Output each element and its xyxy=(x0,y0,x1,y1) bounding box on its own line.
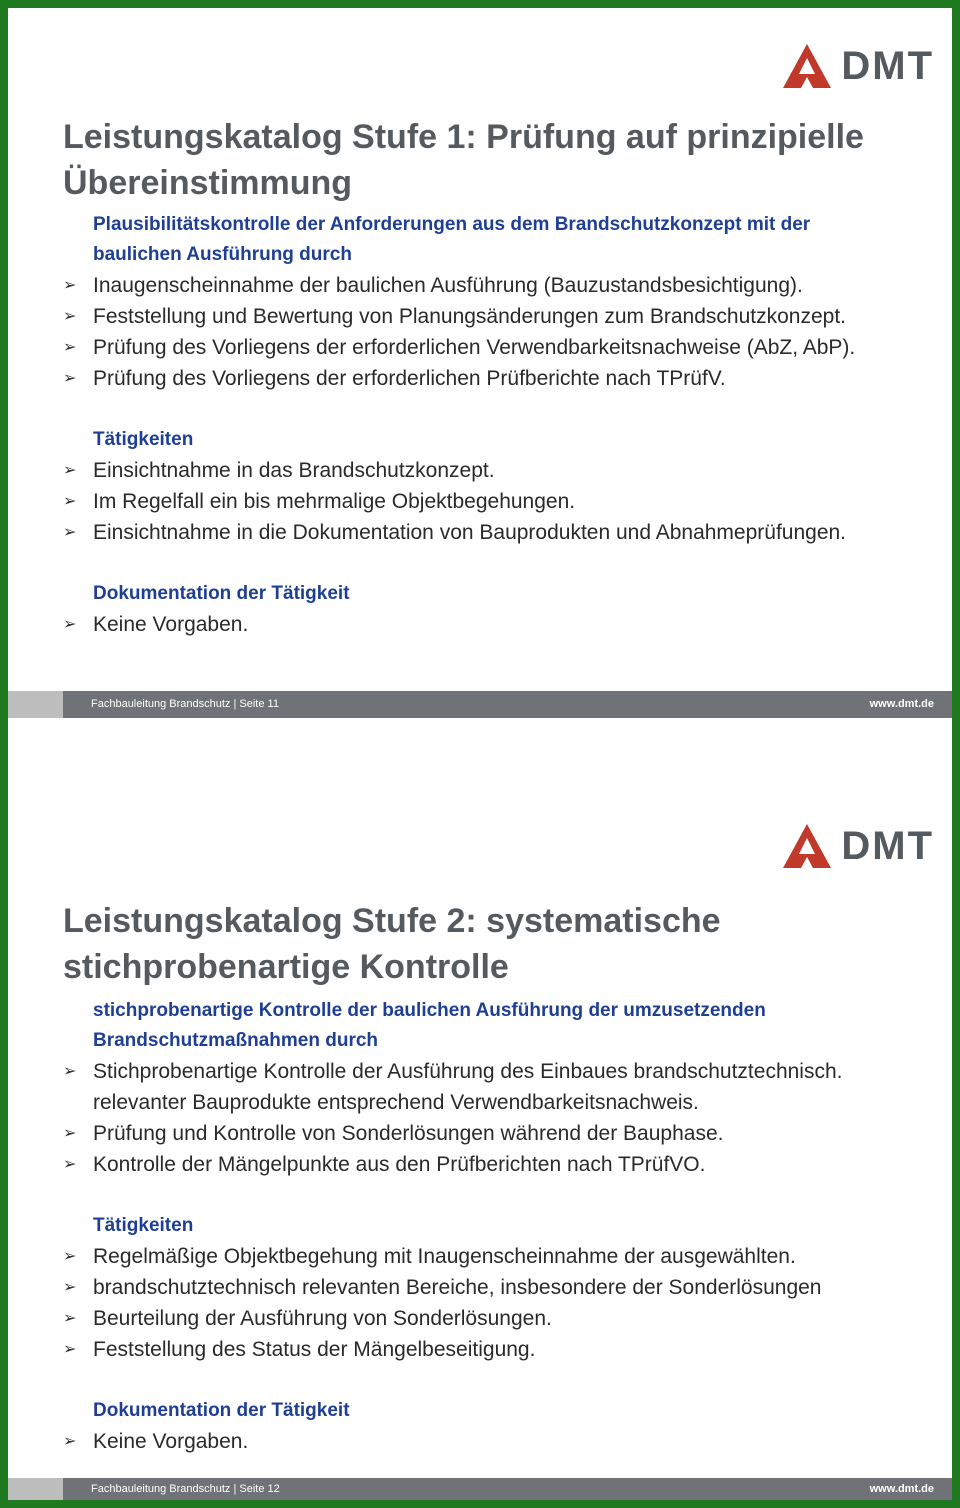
section-heading: Tätigkeiten xyxy=(93,429,194,450)
list-item: ➢ Im Regelfall ein bis mehrmalige Objektbegehungen. xyxy=(63,486,932,517)
arrow-bullet-icon: ➢ xyxy=(63,1279,77,1296)
list-item: ➢ brandschutztechnisch relevanten Bereiche, insbesondere der Sonderlösungen xyxy=(63,1272,932,1303)
arrow-bullet-icon: ➢ xyxy=(63,277,77,294)
content-block xyxy=(63,996,932,1457)
arrow-bullet-icon: ➢ xyxy=(63,1310,77,1327)
dmt-logo-text: DMT xyxy=(841,44,934,88)
list-item: ➢ Regelmäßige Objektbegehung mit Inaugenscheinnahme der ausgewählten. xyxy=(63,1241,932,1272)
section-heading-cont: Brandschutzmaßnahmen durch xyxy=(93,1030,379,1051)
list-item: ➢ Keine Vorgaben. xyxy=(63,1426,932,1457)
slide-2 xyxy=(8,792,952,1500)
arrow-bullet-icon: ➢ xyxy=(63,1341,77,1358)
arrow-bullet-icon: ➢ xyxy=(63,370,77,387)
arrow-bullet-icon: ➢ xyxy=(63,462,77,479)
slide-1 xyxy=(8,8,952,720)
title-line-2: Übereinstimmung xyxy=(63,164,353,202)
arrow-bullet-icon: ➢ xyxy=(63,1248,77,1265)
title-line-1: Leistungskatalog Stufe 2: systematische xyxy=(63,902,721,940)
arrow-bullet-icon: ➢ xyxy=(63,1063,77,1080)
list-item: ➢ Inaugenscheinnahme der baulichen Ausführung (Bauzustandsbesichtigung). xyxy=(63,270,932,301)
footer-text: Fachbauleitung Brandschutz | Seite 11 xyxy=(91,698,279,710)
arrow-bullet-icon: ➢ xyxy=(63,1125,77,1142)
dmt-logo-text: DMT xyxy=(841,824,934,868)
title-line-2: stichprobenartige Kontrolle xyxy=(63,948,509,986)
slide-footer xyxy=(8,1478,952,1500)
arrow-bullet-icon: ➢ xyxy=(63,524,77,541)
arrow-bullet-icon: ➢ xyxy=(63,1156,77,1173)
content-block xyxy=(63,210,932,640)
arrow-bullet-icon: ➢ xyxy=(63,308,77,325)
list-item: ➢ Feststellung und Bewertung von Planungsänderungen zum Brandschutzkonzept. xyxy=(63,301,932,332)
arrow-bullet-icon: ➢ xyxy=(63,1433,77,1450)
list-item: ➢ Beurteilung der Ausführung von Sonderlösungen. xyxy=(63,1303,932,1334)
dmt-logo xyxy=(783,822,934,870)
section-heading-cont: baulichen Ausführung durch xyxy=(93,244,352,265)
dmt-logo xyxy=(783,42,934,90)
page-title xyxy=(63,114,864,206)
list-item: ➢ Feststellung des Status der Mängelbeseitigung. xyxy=(63,1334,932,1365)
section-heading: Dokumentation der Tätigkeit xyxy=(93,583,350,604)
dmt-logo-mark-icon xyxy=(783,824,831,868)
list-item: ➢ Prüfung des Vorliegens der erforderlichen Prüfberichte nach TPrüfV. xyxy=(63,363,932,394)
footer-url: www.dmt.de xyxy=(869,698,934,710)
list-item: ➢ Prüfung des Vorliegens der erforderlichen Verwendbarkeitsnachweise (AbZ, AbP). xyxy=(63,332,932,363)
section-heading: stichprobenartige Kontrolle der baulichen Ausführung der umzusetzenden xyxy=(93,1000,766,1021)
arrow-bullet-icon: ➢ xyxy=(63,339,77,356)
list-item: ➢ Keine Vorgaben. xyxy=(63,609,932,640)
section-heading: Plausibilitätskontrolle der Anforderungen aus dem Brandschutzkonzept mit der xyxy=(93,214,811,235)
list-item-continuation: relevanter Bauprodukte entsprechend Verwendbarkeitsnachweis. xyxy=(93,1091,699,1114)
list-item: ➢ Einsichtnahme in die Dokumentation von Bauprodukten und Abnahmeprüfungen. xyxy=(63,517,932,548)
list-item: ➢ Stichprobenartige Kontrolle der Ausführung des Einbaues brandschutztechnisch. xyxy=(63,1056,932,1087)
footer-url: www.dmt.de xyxy=(869,1483,934,1495)
title-line-1: Leistungskatalog Stufe 1: Prüfung auf prinzipielle xyxy=(63,118,864,156)
dmt-logo-mark-icon xyxy=(783,44,831,88)
section-heading: Tätigkeiten xyxy=(93,1215,194,1236)
arrow-bullet-icon: ➢ xyxy=(63,493,77,510)
slide-footer xyxy=(8,691,952,718)
page-title xyxy=(63,898,721,990)
list-item: ➢ Einsichtnahme in das Brandschutzkonzept. xyxy=(63,455,932,486)
list-item: ➢ Kontrolle der Mängelpunkte aus den Prüfberichten nach TPrüfVO. xyxy=(63,1149,932,1180)
page-gap xyxy=(8,720,952,793)
list-item: ➢ Prüfung und Kontrolle von Sonderlösungen während der Bauphase. xyxy=(63,1118,932,1149)
arrow-bullet-icon: ➢ xyxy=(63,616,77,633)
footer-text: Fachbauleitung Brandschutz | Seite 12 xyxy=(91,1483,280,1495)
section-heading: Dokumentation der Tätigkeit xyxy=(93,1400,350,1421)
